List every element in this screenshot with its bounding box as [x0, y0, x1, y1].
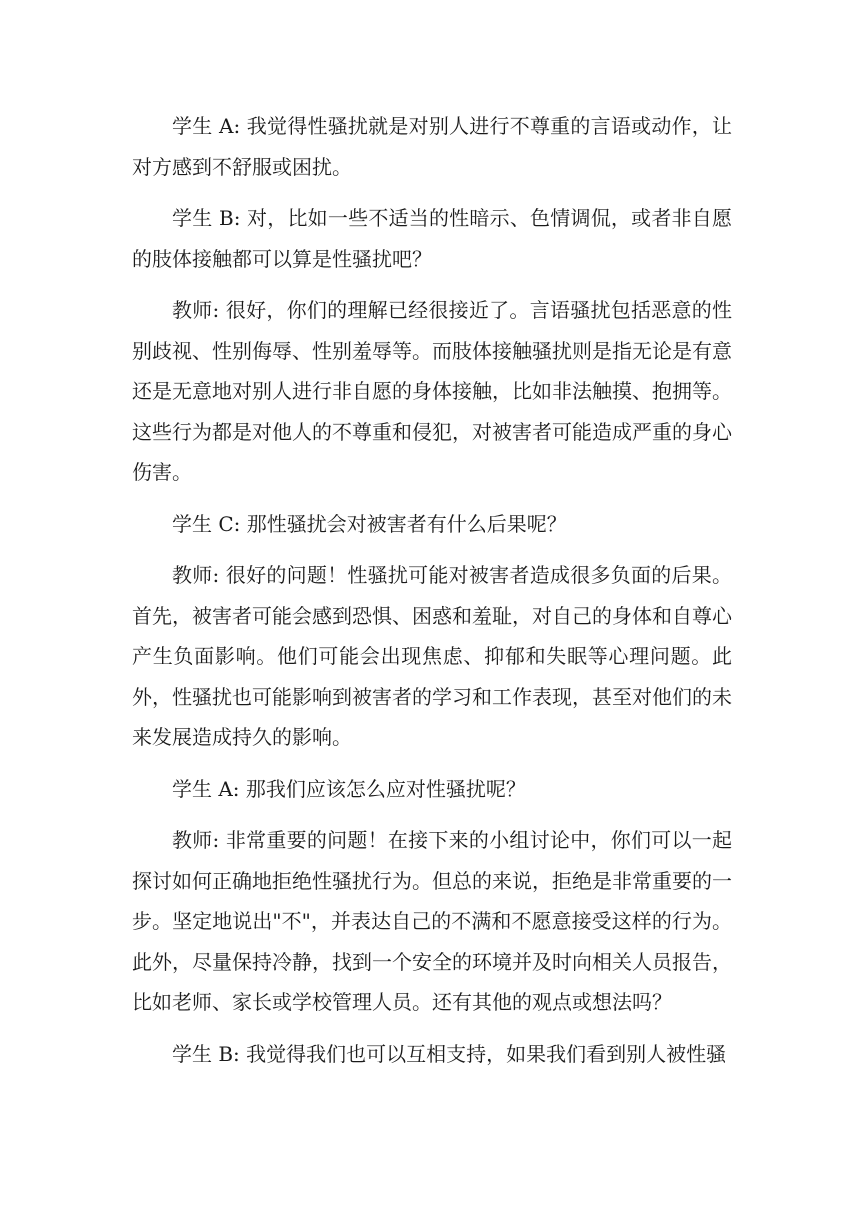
document-body	[132, 106, 732, 1085]
dialogue-paragraph-1: 学生 A: 我觉得性骚扰就是对别人进行不尊重的言语或动作，让对方感到不舒服或困扰。	[132, 114, 732, 179]
dialogue-paragraph-5: 教师: 很好的问题！性骚扰可能对被害者造成很多负面的后果。首先，被害者可能会感到恐惧、困惑和羞耻，对自己的身体和自尊心产生负面影响。他们可能会出现焦虑、抑郁和失眠等心理问题。此外，性骚扰也可能影响到被害者的学习和工作表现，甚至对他们的未来发展造成持久的影响。	[132, 563, 732, 749]
dialogue-paragraph-3: 教师: 很好，你们的理解已经很接近了。言语骚扰包括恶意的性别歧视、性别侮辱、性别羞辱等。而肢体接触骚扰则是指无论是有意还是无意地对别人进行非自愿的身体接触，比如非法触摸、抱拥等。这些行为都是对他人的不尊重和侵犯，对被害者可能造成严重的身心伤害。	[132, 298, 732, 484]
dialogue-paragraph-8: 学生 B: 我觉得我们也可以互相支持，如果我们看到别人被性骚	[172, 1041, 727, 1066]
dialogue-paragraph-4: 学生 C: 那性骚扰会对被害者有什么后果呢？	[172, 511, 567, 536]
dialogue-paragraph-7: 教师: 非常重要的问题！在接下来的小组讨论中，你们可以一起探讨如何正确地拒绝性骚扰行为。但总的来说，拒绝是非常重要的一步。坚定地说出"不"，并表达自己的不满和不愿意接受这样的行为。此外，尽量保持冷静，找到一个安全的环境并及时向相关人员报告，比如老师、家长或学校管理人员。还有其他的观点或想法吗？	[132, 828, 732, 1014]
dialogue-paragraph-2: 学生 B: 对，比如一些不适当的性暗示、色情调侃，或者非自愿的肢体接触都可以算是性骚扰吧？	[132, 206, 732, 271]
dialogue-paragraph-6: 学生 A: 那我们应该怎么应对性骚扰呢？	[172, 776, 526, 801]
